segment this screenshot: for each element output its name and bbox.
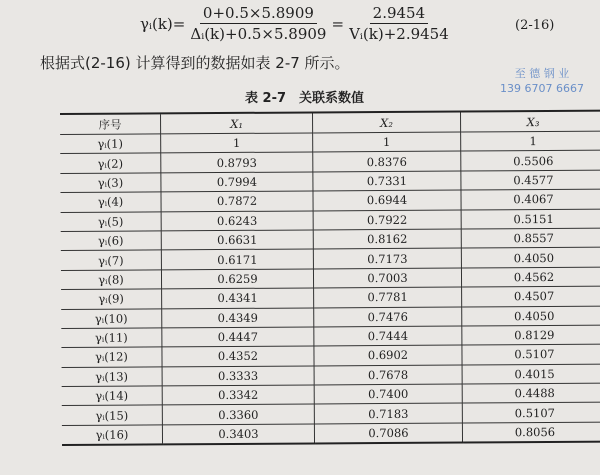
table-cell: 0.7781 [314,287,462,307]
row-label: γᵢ(3) [60,173,161,193]
table-cell: 0.6902 [314,345,462,365]
body-paragraph: 根据式(2-16) 计算得到的数据如表 2-7 所示。 [40,54,350,72]
row-label: γᵢ(5) [61,211,162,231]
table-cell: 0.6259 [161,269,313,289]
row-label: γᵢ(16) [62,425,163,446]
row-label: γᵢ(9) [61,289,162,309]
table-cell: 0.6243 [161,211,313,231]
fraction-1 [187,4,329,43]
table-cell: 0.4015 [462,364,600,384]
table-cell: 0.4050 [461,248,600,268]
column-header: X₂ [313,112,461,133]
table-cell: 0.7922 [313,210,461,230]
table-cell: 0.7173 [313,248,461,268]
table-cell: 0.3403 [162,424,314,445]
row-label: γᵢ(11) [61,328,162,348]
table-cell: 0.6631 [161,230,313,250]
table-cell: 0.8056 [462,422,600,443]
table-cell: 0.5151 [461,209,600,229]
table-cell: 0.4050 [462,306,600,326]
table-cell: 0.7086 [314,423,462,444]
table-cell: 0.5107 [462,403,600,423]
equation-lhs: γᵢ(k)= [140,14,186,33]
table-cell: 0.6944 [313,190,461,210]
table-cell: 0.6171 [161,249,313,269]
numerator-1: 0+0.5×5.8909 [200,4,317,24]
row-label: γᵢ(4) [60,192,161,212]
table-cell: 0.8793 [161,152,313,172]
row-label: γᵢ(14) [62,386,163,406]
table-caption: 表 2-7 关联系数值 [245,91,365,106]
table-cell: 0.5107 [462,344,600,364]
equation-number: (2-16) [515,18,555,33]
numerator-2: 2.9454 [370,4,429,24]
table-cell: 0.3360 [162,404,314,424]
table-cell: 0.7331 [313,171,461,191]
column-header: X₁ [161,112,313,133]
table-cell: 0.7444 [314,326,462,346]
column-header: 序号 [60,113,161,134]
table-cell: 0.7476 [314,307,462,327]
table-cell: 0.5506 [461,151,600,171]
row-label: γᵢ(7) [61,250,162,270]
row-label: γᵢ(1) [60,134,161,154]
row-label: γᵢ(12) [61,347,162,367]
table-cell: 0.4562 [461,267,600,287]
row-label: γᵢ(15) [62,405,163,425]
row-label: γᵢ(13) [62,367,163,387]
row-label: γᵢ(2) [60,153,161,173]
equals-sign: = [331,14,345,33]
table-cell: 1 [161,133,313,153]
denominator-1: Δᵢ(k)+0.5×5.8909 [190,25,327,43]
table-cell: 0.4352 [162,346,314,366]
denominator-2: Vᵢ(k)+2.9454 [349,25,449,43]
row-label: γᵢ(10) [61,308,162,328]
fraction-2 [346,4,452,43]
table-cell: 0.4507 [462,286,600,306]
table-cell: 0.7994 [161,172,313,192]
watermark-name: 至 德 钢 业 [514,67,570,80]
table-cell: 0.7678 [314,365,462,385]
row-label: γᵢ(8) [61,270,162,290]
table-cell: 0.4488 [462,383,600,403]
table-cell: 0.8129 [462,325,600,345]
column-header: X₃ [460,111,600,132]
table-cell: 0.8557 [461,228,600,248]
table-row [62,422,600,445]
table-cell: 0.8162 [313,229,461,249]
table-cell: 0.3342 [162,385,314,405]
correlation-coefficient-table [60,110,600,447]
table-cell: 0.3333 [162,366,314,386]
table-cell: 0.8376 [313,151,461,171]
table-cell: 1 [461,131,600,151]
equation [140,4,454,43]
row-label: γᵢ(6) [61,231,162,251]
watermark [500,66,584,96]
table-cell: 0.7400 [314,384,462,404]
table-cell: 0.4349 [162,307,314,327]
table-cell: 0.4447 [162,327,314,347]
watermark-phone: 139 6707 6667 [500,82,584,95]
table-cell: 1 [313,132,461,152]
table-cell: 0.4341 [162,288,314,308]
table-cell: 0.7183 [314,404,462,424]
table-cell: 0.7003 [313,268,461,288]
table-cell: 0.7872 [161,191,313,211]
table-cell: 0.4067 [461,189,600,209]
table-cell: 0.4577 [461,170,600,190]
